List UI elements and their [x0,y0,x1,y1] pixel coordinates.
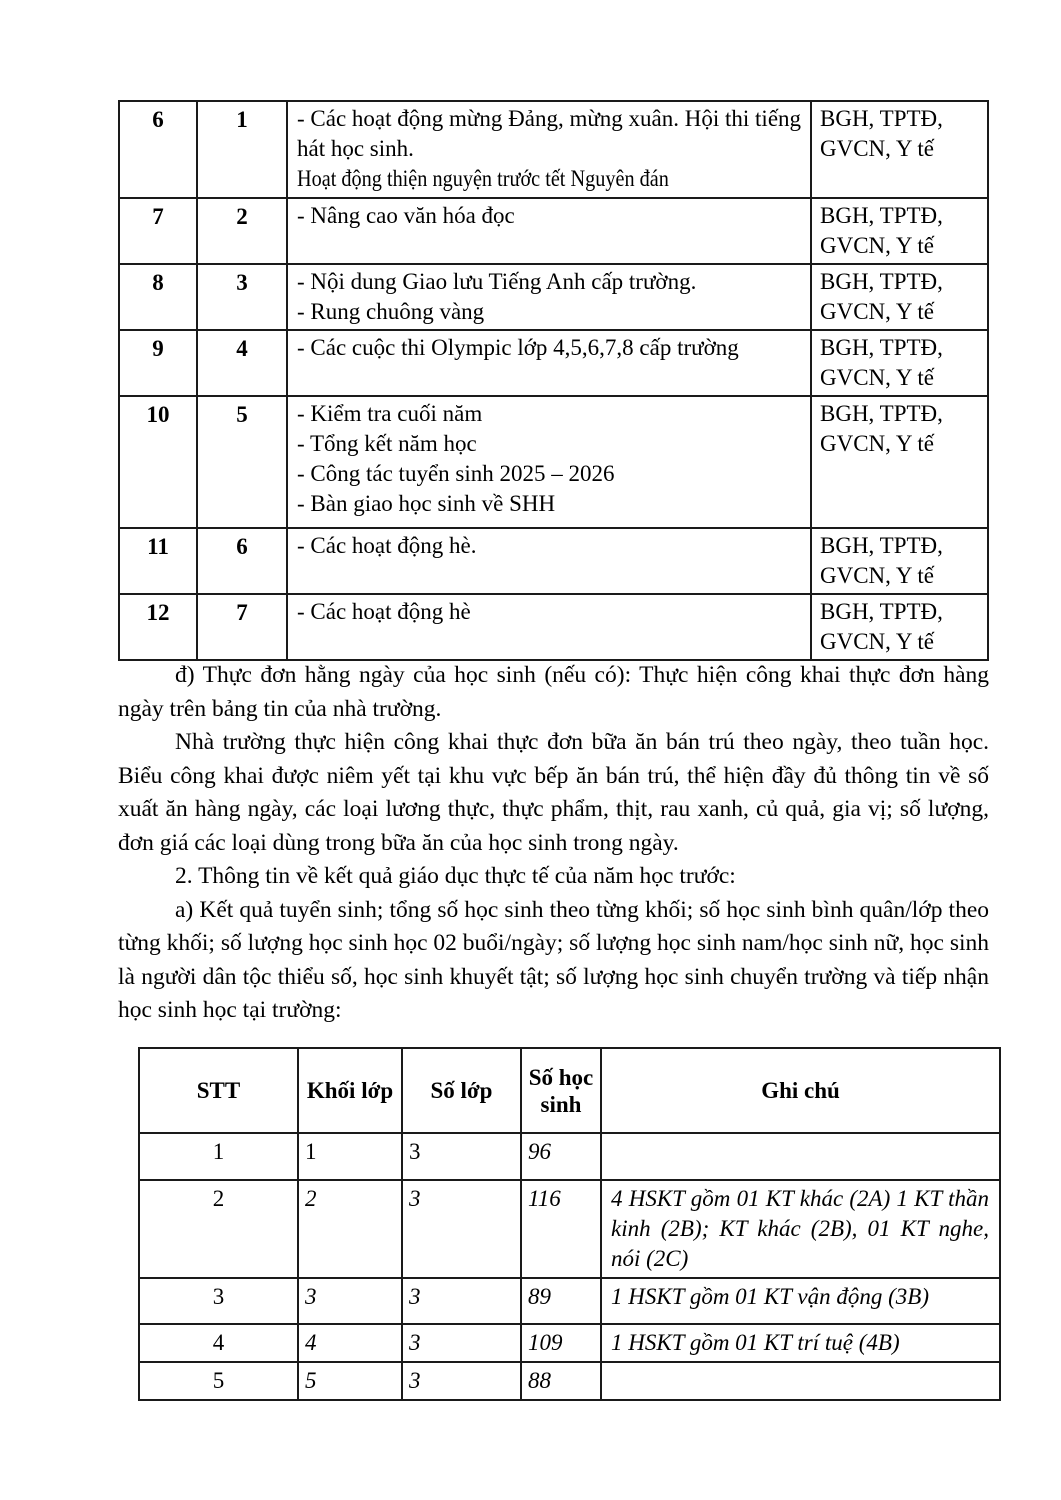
activity-cell [287,330,811,396]
order-cell: 3 [197,264,287,330]
month-cell: 12 [119,594,197,660]
table-row [119,528,988,594]
so-lop-cell: 3 [402,1324,521,1362]
table-row [119,101,988,198]
table-row [139,1278,1000,1324]
paragraph-menu-public: Nhà trường thực hiện công khai thực đơn bữa ăn bán trú theo ngày, theo tuần học. Biểu công khai được niêm yết tại khu vực bếp ăn bán trú, thể hiện đầy đủ thông tin về số xuất ăn hàng ngày, các loại lương thực, thực phẩm, thịt, rau xanh, củ quả, gia vị; số lượng, đơn giá các loại dùng trong bữa ăn của học sinh trong ngày. [118,729,989,856]
table-row [119,264,988,330]
header-stt: STT [139,1048,298,1133]
paragraph-menu-daily: đ) Thực đơn hằng ngày của học sinh (nếu có): Thực hiện công khai thực đơn hàng ngày trên bảng tin của nhà trường. [118,662,989,722]
activities-table [118,100,989,661]
so-lop-cell: 3 [402,1133,521,1180]
activity-cell [287,528,811,594]
activity-line: - Các cuộc thi Olympic lớp 4,5,6,7,8 cấp trường [297,335,739,360]
order-cell: 4 [197,330,287,396]
so-hoc-sinh-cell: 88 [521,1362,601,1400]
activity-line: - Kiểm tra cuối năm [297,401,483,426]
khoi-lop-cell: 3 [298,1278,402,1324]
activity-line: - Nội dung Giao lưu Tiếng Anh cấp trường. [297,269,697,294]
responsible-cell: BGH, TPTĐ, GVCN, Y tế [811,101,988,198]
table-row [119,396,988,528]
table-row [139,1362,1000,1400]
so-hoc-sinh-cell: 89 [521,1278,601,1324]
responsible-cell: BGH, TPTĐ, GVCN, Y tế [811,528,988,594]
activity-line: - Các hoạt động hè. [297,533,477,558]
activity-line: - Bàn giao học sinh về SHH [297,491,556,516]
order-cell: 5 [197,396,287,528]
stt-cell: 2 [139,1180,298,1278]
month-cell: 9 [119,330,197,396]
stt-cell: 4 [139,1324,298,1362]
activity-line: - Nâng cao văn hóa đọc [297,203,515,228]
month-cell: 11 [119,528,197,594]
table-row [119,594,988,660]
ghi-chu-cell: 1 HSKT gồm 01 KT trí tuệ (4B) [601,1324,1000,1362]
month-cell: 6 [119,101,197,198]
so-lop-cell: 3 [402,1278,521,1324]
header-row [139,1048,1000,1133]
activity-line: - Rung chuông vàng [297,299,485,324]
enrollment-table [138,1047,1001,1401]
activity-line: - Công tác tuyển sinh 2025 – 2026 [297,461,615,486]
order-cell: 7 [197,594,287,660]
khoi-lop-cell: 1 [298,1133,402,1180]
responsible-cell: BGH, TPTĐ, GVCN, Y tế [811,198,988,264]
table-row [139,1324,1000,1362]
responsible-cell: BGH, TPTĐ, GVCN, Y tế [811,594,988,660]
activity-line: - Các hoạt động hè [297,599,471,624]
order-cell: 1 [197,101,287,198]
stt-cell: 5 [139,1362,298,1400]
activity-cell [287,101,811,198]
responsible-cell: BGH, TPTĐ, GVCN, Y tế [811,396,988,528]
so-lop-cell: 3 [402,1362,521,1400]
table-row [119,330,988,396]
so-hoc-sinh-cell: 96 [521,1133,601,1180]
stt-cell: 3 [139,1278,298,1324]
activity-cell [287,396,811,528]
so-hoc-sinh-cell: 109 [521,1324,601,1362]
table-row [139,1180,1000,1278]
stt-cell: 1 [139,1133,298,1180]
khoi-lop-cell: 4 [298,1324,402,1362]
responsible-cell: BGH, TPTĐ, GVCN, Y tế [811,330,988,396]
activity-line: - Tổng kết năm học [297,431,477,456]
so-lop-cell: 3 [402,1180,521,1278]
activity-line: Hoạt động thiện nguyện trước tết Nguyên đán [297,166,669,191]
order-cell: 6 [197,528,287,594]
header-so-lop: Số lớp [402,1048,521,1133]
order-cell: 2 [197,198,287,264]
table-row [119,198,988,264]
activity-line: - Các hoạt động mừng Đảng, mừng xuân. Hội thi tiếng hát học sinh. [297,106,802,161]
header-ghi-chu: Ghi chú [601,1048,1000,1133]
khoi-lop-cell: 2 [298,1180,402,1278]
header-so-hoc-sinh: Số học sinh [521,1048,601,1133]
responsible-cell: BGH, TPTĐ, GVCN, Y tế [811,264,988,330]
ghi-chu-cell [601,1133,1000,1180]
month-cell: 7 [119,198,197,264]
paragraph-section-2-heading: 2. Thông tin về kết quả giáo dục thực tế của năm học trước: [175,863,736,889]
paragraph-enrollment-intro: a) Kết quả tuyển sinh; tổng số học sinh theo từng khối; số học sinh bình quân/lớp theo từng khối; số lượng học sinh học 02 buổi/ngày; số lượng học sinh nam/học sinh nữ, học sinh là người dân tộc thiểu số, học sinh khuyết tật; số lượng học sinh chuyển trường và tiếp nhận học sinh học tại trường: [118,896,989,1023]
table-row [139,1133,1000,1180]
ghi-chu-cell: 1 HSKT gồm 01 KT vận động (3B) [601,1278,1000,1324]
khoi-lop-cell: 5 [298,1362,402,1400]
ghi-chu-cell: 4 HSKT gồm 01 KT khác (2A) 1 KT thần kinh (2B); KT khác (2B), 01 KT nghe, nói (2C) [601,1180,1000,1278]
so-hoc-sinh-cell: 116 [521,1180,601,1278]
activity-cell [287,594,811,660]
ghi-chu-cell [601,1362,1000,1400]
month-cell: 10 [119,396,197,528]
activity-cell [287,264,811,330]
body-text [118,659,989,1028]
month-cell: 8 [119,264,197,330]
activity-cell [287,198,811,264]
header-khoi-lop: Khối lớp [298,1048,402,1133]
